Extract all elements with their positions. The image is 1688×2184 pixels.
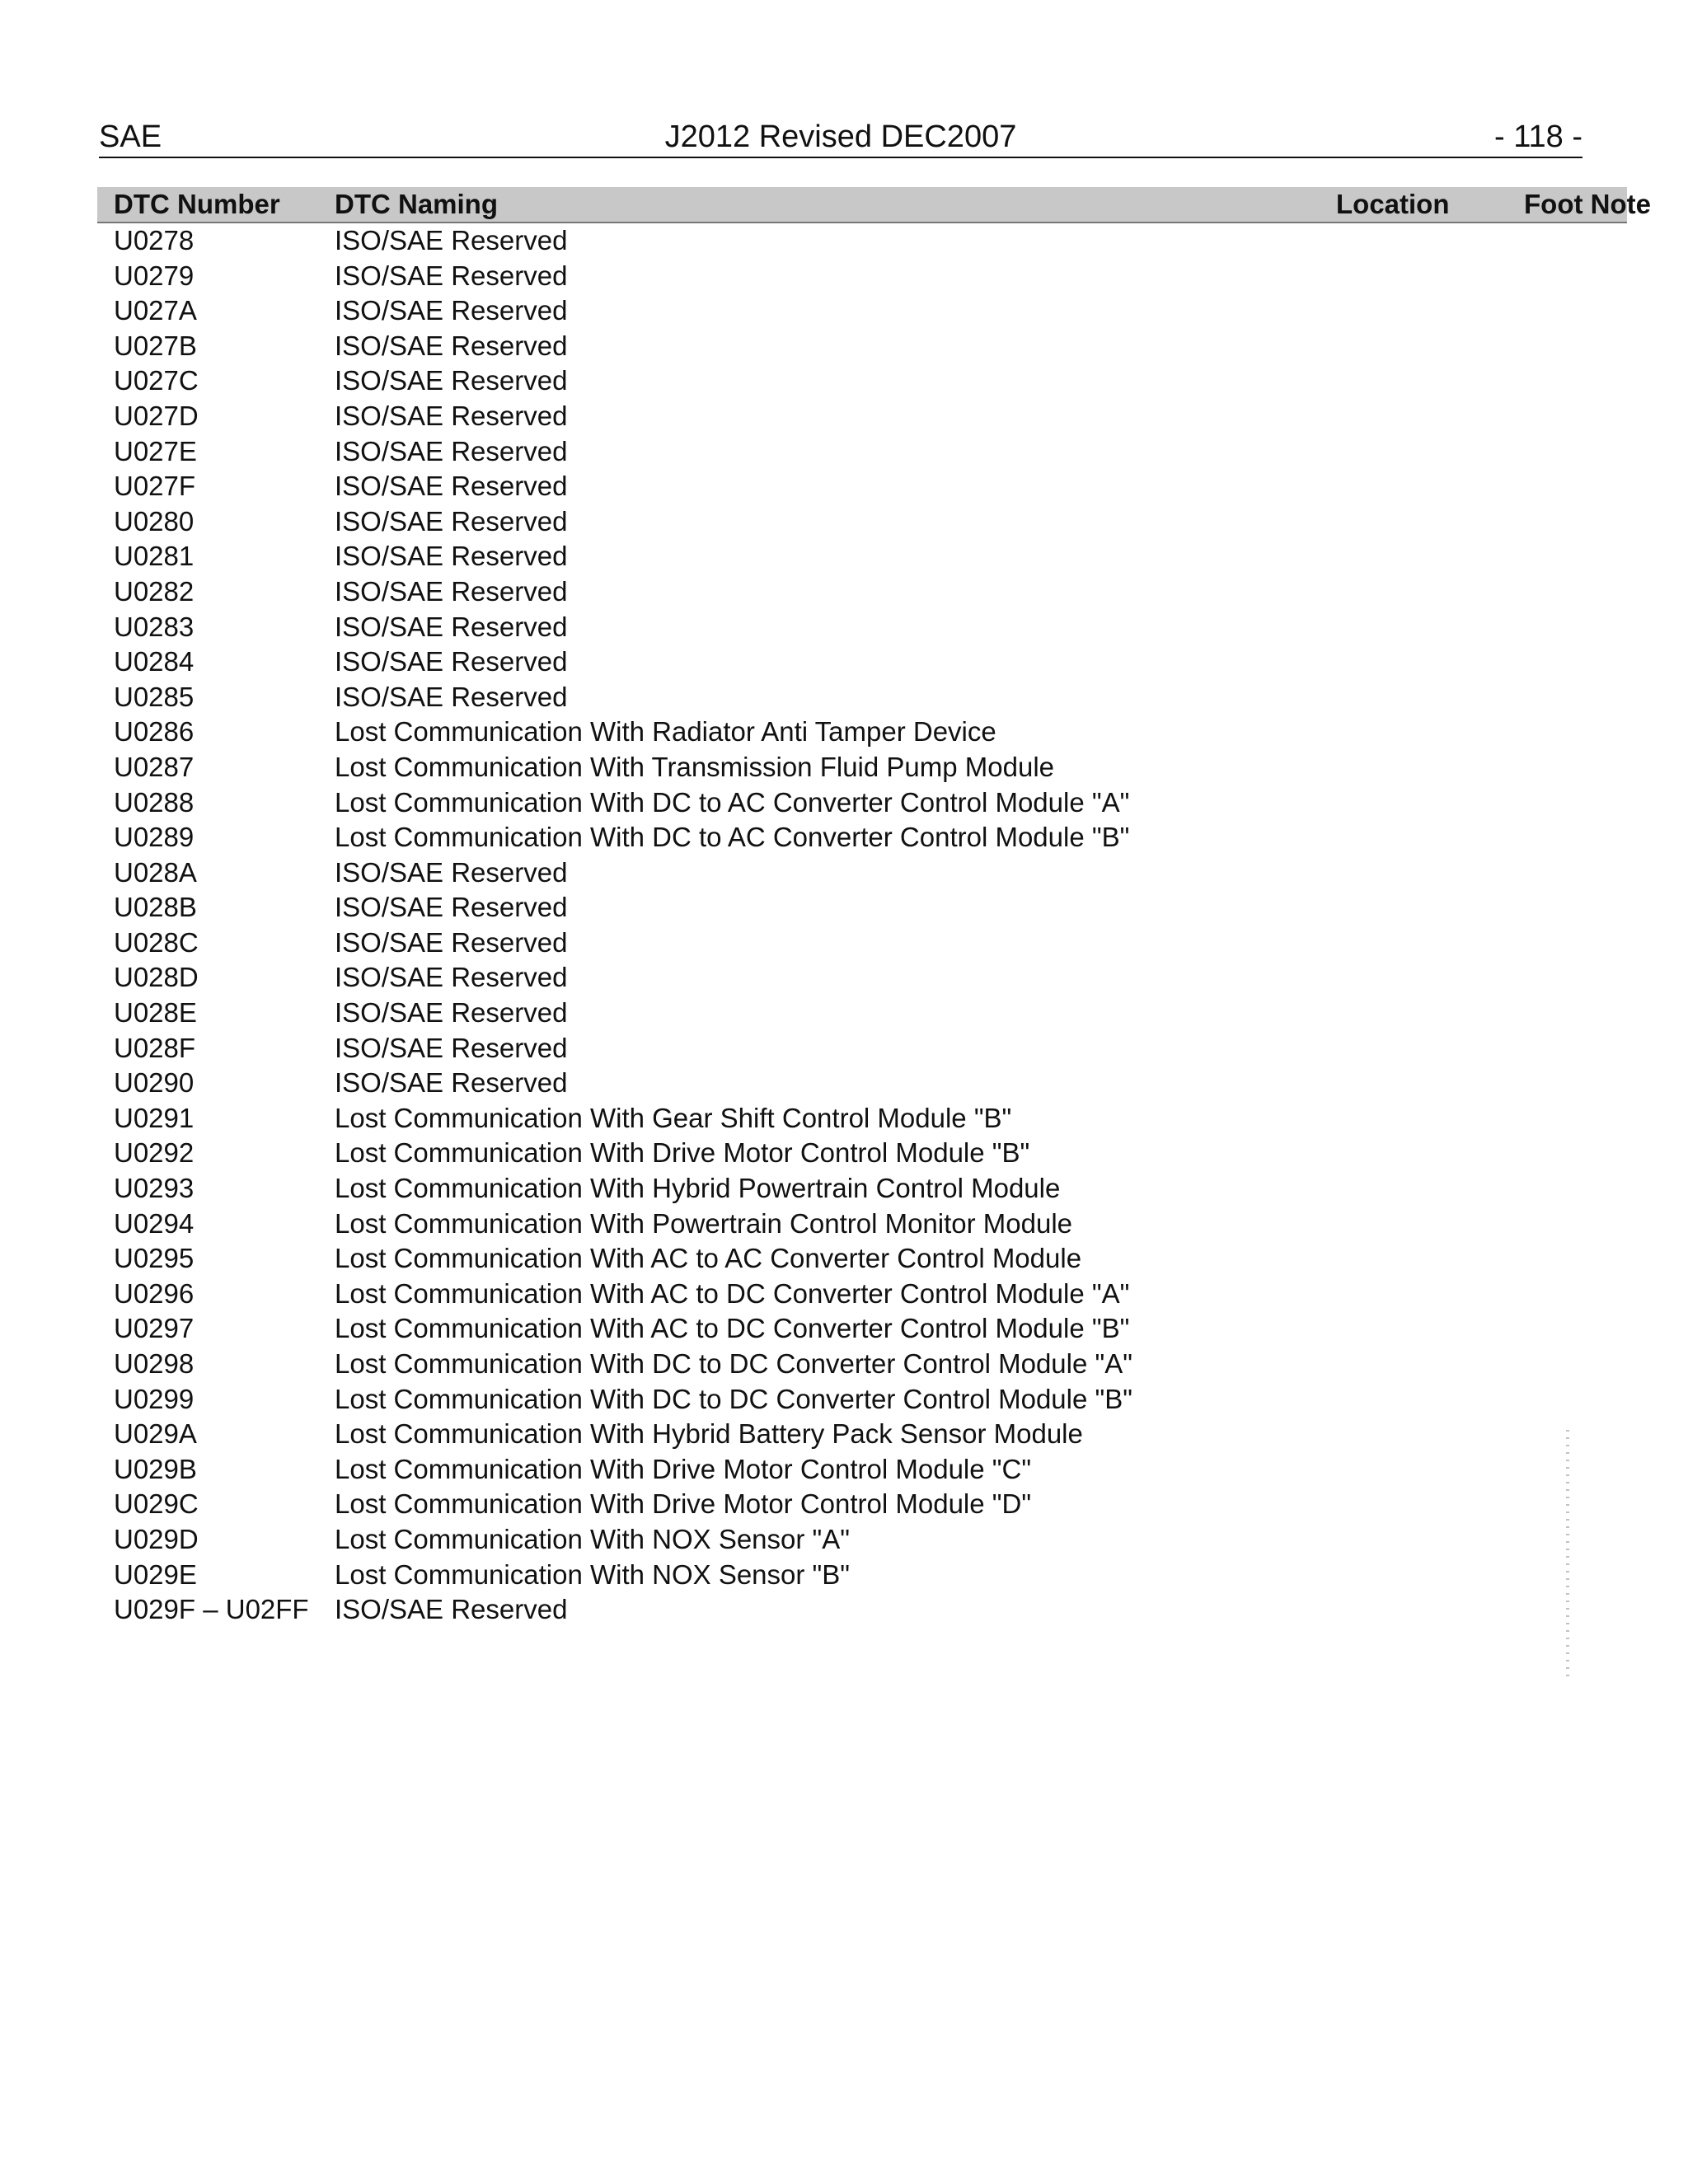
location-cell [1320,820,1524,855]
table-row [97,223,1627,259]
dtc-number-cell: U0283 [114,611,195,642]
page-header [99,115,1582,158]
table-header [97,187,1651,223]
dtc-number-cell: U0278 [114,225,195,255]
table-row [97,680,1627,715]
table-row [97,1101,1627,1137]
dtc-naming-cell: Lost Communication With Gear Shift Control Module "B" [335,1102,1012,1133]
location-cell [1320,1066,1524,1101]
location-cell [1320,363,1524,399]
location-cell [1320,434,1524,470]
dtc-number-cell: U0281 [114,541,195,572]
location-cell [1320,1558,1524,1593]
dtc-number-cell: U0279 [114,260,195,291]
footnote-cell [1524,1171,1627,1207]
footnote-cell [1524,680,1627,715]
dtc-naming-cell: Lost Communication With Drive Motor Control Module "C" [335,1453,1032,1484]
location-cell [1320,1592,1524,1628]
location-cell [1320,1452,1524,1488]
dtc-naming-cell: ISO/SAE Reserved [335,856,568,888]
footnote-cell [1524,855,1627,891]
dtc-number-cell: U029D [114,1523,199,1554]
table-row [97,1171,1627,1207]
footnote-cell [1524,1066,1627,1101]
dtc-naming-cell: ISO/SAE Reserved [335,1032,568,1063]
table-row [97,1592,1627,1628]
table-row [97,469,1627,504]
location-cell [1320,926,1524,961]
dtc-naming-cell: Lost Communication With AC to DC Converter Control Module "A" [335,1277,1130,1309]
dtc-number-cell: U027A [114,295,197,326]
location-cell [1320,996,1524,1031]
dtc-naming-cell: ISO/SAE Reserved [335,926,568,958]
footnote-cell [1524,610,1627,645]
location-cell [1320,1241,1524,1277]
location-cell [1320,1171,1524,1207]
table-row [97,644,1627,680]
scan-artifact [1566,1430,1569,1677]
dtc-naming-cell: ISO/SAE Reserved [335,225,568,255]
dtc-number-cell: U027E [114,435,197,466]
footnote-cell [1524,1487,1627,1522]
dtc-number-cell: U0291 [114,1102,195,1133]
dtc-number-cell: U029C [114,1488,199,1520]
dtc-number-cell: U0294 [114,1207,195,1239]
dtc-number-cell: U029F – U02FF [114,1594,309,1625]
dtc-naming-cell: Lost Communication With Hybrid Powertrain Control Module [335,1173,1061,1204]
footnote-cell [1524,1592,1627,1628]
dtc-naming-cell: ISO/SAE Reserved [335,435,568,466]
dtc-number-cell: U029E [114,1558,197,1590]
header-page-number: - 118 - [1493,120,1582,154]
table-row [97,1417,1627,1452]
location-cell [1320,644,1524,680]
table-row [97,820,1627,855]
table-row [97,1347,1627,1382]
dtc-naming-cell: Lost Communication With DC to AC Converter Control Module "B" [335,822,1130,853]
dtc-number-cell: U0289 [114,822,195,853]
table-row [97,1207,1627,1242]
dtc-naming-cell: ISO/SAE Reserved [335,471,568,502]
table-row [97,926,1627,961]
footnote-cell [1524,785,1627,821]
dtc-naming-cell: Lost Communication With Drive Motor Control Module "D" [335,1488,1032,1520]
table-row [97,574,1627,610]
footnote-cell [1524,399,1627,434]
footnote-cell [1524,750,1627,785]
dtc-naming-cell: Lost Communication With Drive Motor Control Module "B" [335,1137,1030,1169]
location-cell [1320,1207,1524,1242]
dtc-naming-cell: ISO/SAE Reserved [335,295,568,326]
table-row [97,610,1627,645]
dtc-number-cell: U029A [114,1418,197,1450]
dtc-number-cell: U0290 [114,1067,195,1099]
location-cell [1320,539,1524,574]
location-cell [1320,890,1524,926]
dtc-naming-cell: Lost Communication With NOX Sensor "A" [335,1523,850,1554]
dtc-naming-cell: ISO/SAE Reserved [335,505,568,537]
table-row [97,1487,1627,1522]
footnote-cell [1524,259,1627,294]
dtc-naming-cell: ISO/SAE Reserved [335,611,568,642]
footnote-cell [1524,1031,1627,1066]
location-cell [1320,1522,1524,1558]
table-row [97,1382,1627,1418]
footnote-cell [1524,1382,1627,1418]
footnote-cell [1524,960,1627,996]
dtc-naming-cell: ISO/SAE Reserved [335,681,568,712]
dtc-number-cell: U027B [114,330,197,361]
dtc-number-cell: U0293 [114,1173,195,1204]
dtc-number-cell: U0292 [114,1137,195,1169]
table-row [97,1241,1627,1277]
dtc-table [97,187,1651,1628]
footnote-cell [1524,1522,1627,1558]
header-document-title: J2012 Revised DEC2007 [664,120,1017,154]
location-cell [1320,329,1524,364]
dtc-number-cell: U028E [114,997,197,1029]
table-row [97,1311,1627,1347]
footnote-cell [1524,1417,1627,1452]
location-cell [1320,259,1524,294]
table-row [97,1522,1627,1558]
table-row [97,785,1627,821]
dtc-number-cell: U0296 [114,1277,195,1309]
location-cell [1320,960,1524,996]
dtc-naming-cell: ISO/SAE Reserved [335,646,568,677]
dtc-naming-cell: ISO/SAE Reserved [335,1594,568,1625]
dtc-number-cell: U0298 [114,1348,195,1379]
footnote-cell [1524,1452,1627,1488]
dtc-naming-cell: ISO/SAE Reserved [335,575,568,607]
dtc-naming-cell: Lost Communication With DC to AC Converter Control Module "A" [335,786,1130,818]
footnote-cell [1524,996,1627,1031]
table-row [97,1066,1627,1101]
dtc-naming-cell: ISO/SAE Reserved [335,260,568,291]
location-cell [1320,1101,1524,1137]
footnote-cell [1524,469,1627,504]
footnote-cell [1524,504,1627,540]
column-header-location: Location [1336,189,1450,219]
dtc-number-cell: U0295 [114,1243,195,1274]
dtc-number-cell: U0282 [114,575,195,607]
location-cell [1320,1347,1524,1382]
location-cell [1320,223,1524,259]
table-row [97,329,1627,364]
dtc-naming-cell: Lost Communication With DC to DC Converter Control Module "A" [335,1348,1132,1379]
column-header-dtc-naming: DTC Naming [335,189,498,219]
dtc-naming-cell: ISO/SAE Reserved [335,541,568,572]
footnote-cell [1524,1277,1627,1312]
dtc-number-cell: U0297 [114,1313,195,1344]
table-row [97,715,1627,750]
location-cell [1320,293,1524,329]
footnote-cell [1524,223,1627,259]
dtc-number-cell: U0287 [114,751,195,782]
dtc-naming-cell: Lost Communication With Hybrid Battery Pack Sensor Module [335,1418,1083,1450]
table-row [97,1277,1627,1312]
dtc-naming-cell: Lost Communication With NOX Sensor "B" [335,1558,850,1590]
location-cell [1320,399,1524,434]
table-row [97,960,1627,996]
footnote-cell [1524,1241,1627,1277]
location-cell [1320,750,1524,785]
footnote-cell [1524,1311,1627,1347]
footnote-cell [1524,1558,1627,1593]
dtc-number-cell: U0286 [114,716,195,748]
table-header-row [97,187,1627,223]
column-header-dtc-number: DTC Number [114,189,280,219]
table-row [97,1558,1627,1593]
location-cell [1320,504,1524,540]
footnote-cell [1524,434,1627,470]
location-cell [1320,715,1524,750]
dtc-naming-cell: Lost Communication With Powertrain Control Monitor Module [335,1207,1073,1239]
table-row [97,539,1627,574]
footnote-cell [1524,574,1627,610]
dtc-naming-cell: ISO/SAE Reserved [335,365,568,396]
location-cell [1320,610,1524,645]
footnote-cell [1524,715,1627,750]
table-row [97,890,1627,926]
dtc-naming-cell: ISO/SAE Reserved [335,997,568,1029]
footnote-cell [1524,363,1627,399]
footnote-cell [1524,644,1627,680]
footnote-cell [1524,1347,1627,1382]
dtc-number-cell: U028C [114,926,199,958]
table-row [97,996,1627,1031]
table-row [97,1452,1627,1488]
dtc-naming-cell: ISO/SAE Reserved [335,330,568,361]
dtc-number-cell: U028F [114,1032,196,1063]
dtc-naming-cell: ISO/SAE Reserved [335,962,568,993]
dtc-number-cell: U0284 [114,646,195,677]
footnote-cell [1524,1207,1627,1242]
dtc-naming-cell: Lost Communication With AC to AC Converter Control Module [335,1243,1082,1274]
table-row [97,504,1627,540]
dtc-naming-cell: Lost Communication With DC to DC Converter Control Module "B" [335,1383,1132,1414]
table-row [97,363,1627,399]
location-cell [1320,855,1524,891]
dtc-naming-cell: ISO/SAE Reserved [335,892,568,923]
location-cell [1320,680,1524,715]
footnote-cell [1524,1136,1627,1171]
dtc-number-cell: U027C [114,365,199,396]
dtc-number-cell: U028A [114,856,197,888]
footnote-cell [1524,1101,1627,1137]
location-cell [1320,574,1524,610]
table-row [97,855,1627,891]
location-cell [1320,469,1524,504]
dtc-number-cell: U0299 [114,1383,195,1414]
table-row [97,1136,1627,1171]
location-cell [1320,1487,1524,1522]
location-cell [1320,1311,1524,1347]
table-row [97,259,1627,294]
footnote-cell [1524,926,1627,961]
location-cell [1320,1382,1524,1418]
location-cell [1320,785,1524,821]
footnote-cell [1524,820,1627,855]
table-body [97,223,1627,1628]
dtc-number-cell: U028D [114,962,199,993]
footnote-cell [1524,890,1627,926]
dtc-number-cell: U027D [114,400,199,431]
dtc-naming-cell: ISO/SAE Reserved [335,1067,568,1099]
footnote-cell [1524,293,1627,329]
header-org: SAE [99,120,162,154]
location-cell [1320,1136,1524,1171]
footnote-cell [1524,539,1627,574]
dtc-naming-cell: Lost Communication With Radiator Anti Tamper Device [335,716,996,748]
dtc-number-cell: U027F [114,471,196,502]
footnote-cell [1524,329,1627,364]
dtc-naming-cell: Lost Communication With Transmission Fluid Pump Module [335,751,1055,782]
table-row [97,750,1627,785]
table-row [97,399,1627,434]
table-row [97,1031,1627,1066]
dtc-naming-cell: Lost Communication With AC to DC Converter Control Module "B" [335,1313,1130,1344]
table-row [97,434,1627,470]
table-row [97,293,1627,329]
dtc-number-cell: U0285 [114,681,195,712]
dtc-naming-cell: ISO/SAE Reserved [335,400,568,431]
dtc-number-cell: U029B [114,1453,197,1484]
location-cell [1320,1031,1524,1066]
dtc-number-cell: U0280 [114,505,195,537]
column-header-foot-note: Foot Note [1524,189,1651,219]
dtc-number-cell: U028B [114,892,197,923]
location-cell [1320,1277,1524,1312]
dtc-number-cell: U0288 [114,786,195,818]
location-cell [1320,1417,1524,1452]
